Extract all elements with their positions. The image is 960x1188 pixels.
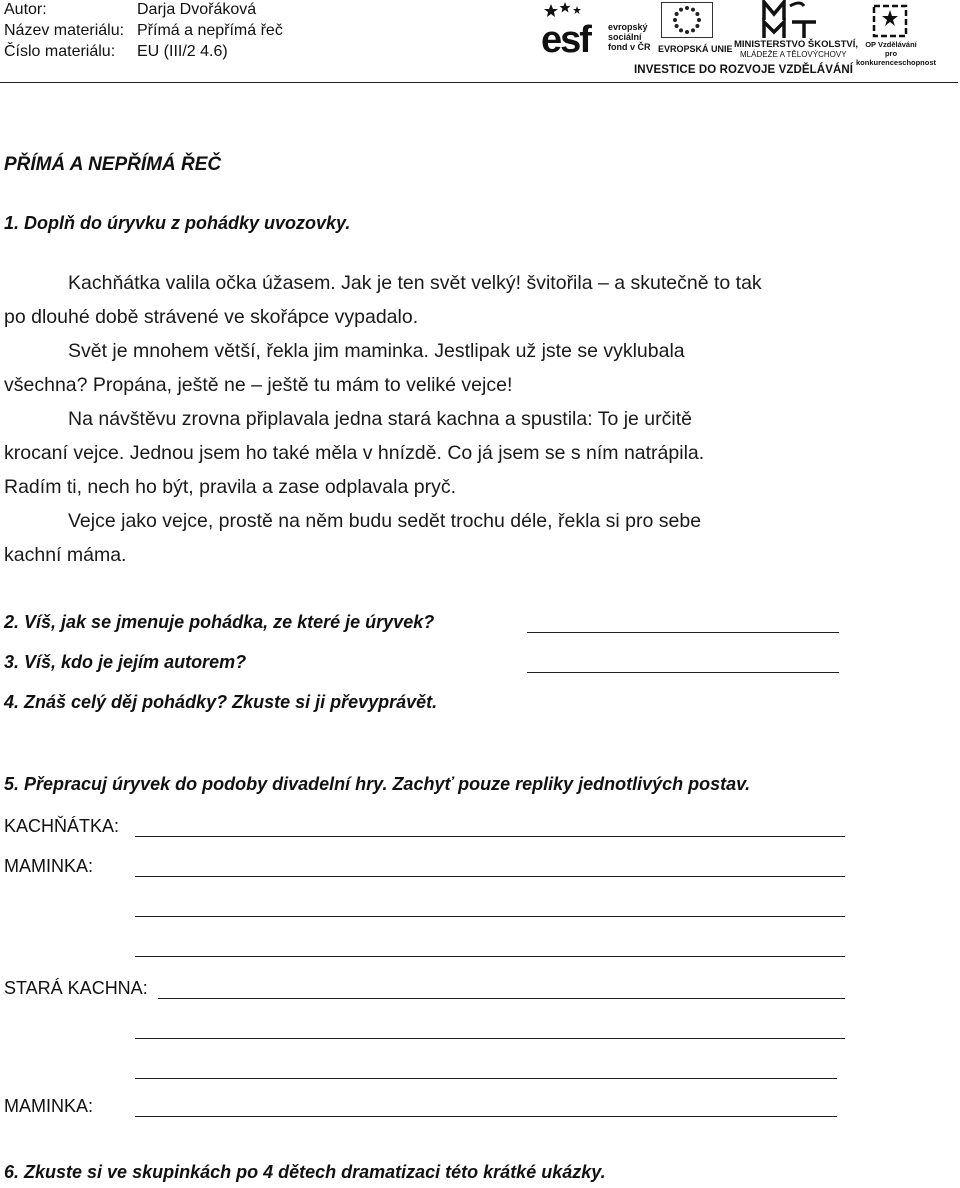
author-label: Autor: bbox=[4, 1, 47, 18]
answer-line-maminka-3[interactable] bbox=[135, 956, 845, 957]
material-number-label: Číslo materiálu: bbox=[4, 43, 116, 60]
eu-flag-icon bbox=[661, 2, 713, 38]
answer-line-maminka-final[interactable] bbox=[135, 1116, 837, 1117]
story-line-6: krocaní vejce. Jednou jsem ho také měla v hnízdě. Co já jsem se s ním natrápila. bbox=[4, 442, 705, 464]
answer-line-stara-kachna-1[interactable] bbox=[158, 998, 845, 999]
author-value: Darja Dvořáková bbox=[137, 1, 257, 18]
answer-line-stara-kachna-3[interactable] bbox=[135, 1078, 837, 1079]
story-line-2: po dlouhé době strávené ve skořápce vypadalo. bbox=[4, 306, 419, 328]
answer-line-stara-kachna-2[interactable] bbox=[135, 1038, 845, 1039]
task-2: 2. Víš, jak se jmenuje pohádka, ze které je úryvek? bbox=[4, 612, 435, 632]
op-logo bbox=[868, 2, 912, 40]
eu-caption: EVROPSKÁ UNIE bbox=[658, 44, 733, 54]
story-line-5: Na návštěvu zrovna připlavala jedna stará kachna a spustila: To je určitě bbox=[68, 408, 692, 430]
answer-line-task-3[interactable] bbox=[527, 672, 839, 673]
task-3: 3. Víš, kdo je jejím autorem? bbox=[4, 652, 247, 672]
task-4: 4. Znáš celý děj pohádky? Zkuste si ji převyprávět. bbox=[4, 692, 438, 712]
answer-line-task-2[interactable] bbox=[527, 632, 839, 633]
esf-caption: evropský sociální fond v ČR bbox=[608, 22, 651, 52]
material-name-value: Přímá a nepřímá řeč bbox=[137, 22, 283, 39]
story-line-7: Radím ti, nech ho být, pravila a zase odplavala pryč. bbox=[4, 476, 456, 498]
material-number-value: EU (III/2 4.6) bbox=[137, 43, 228, 60]
story-line-3: Svět je mnohem větší, řekla jim maminka. Jestlipak už jste se vyklubala bbox=[68, 340, 685, 362]
task-6: 6. Zkuste si ve skupinkách po 4 dětech dramatizaci této krátké ukázky. bbox=[4, 1162, 606, 1182]
material-name-label: Název materiálu: bbox=[4, 22, 125, 39]
role-kachnatka: KACHŇÁTKA: bbox=[4, 816, 120, 836]
task-1: 1. Doplň do úryvku z pohádky uvozovky. bbox=[4, 213, 351, 233]
story-line-1: Kachňátka valila očka úžasem. Jak je ten svět velký! švitořila – a skutečně to tak bbox=[68, 272, 762, 294]
role-maminka-2: MAMINKA: bbox=[4, 1096, 94, 1116]
msmt-caption: MINISTERSTVO ŠKOLSTVÍ, MLÁDEŽE A TĚLOVÝCHOVY bbox=[734, 39, 859, 59]
story-line-8: Vejce jako vejce, prostě na něm budu sedět trochu déle, řekla si pro sebe bbox=[68, 510, 702, 532]
answer-line-maminka-1[interactable] bbox=[135, 876, 845, 877]
page-title: PŘÍMÁ A NEPŘÍMÁ ŘEČ bbox=[4, 154, 222, 175]
story-line-4: všechna? Propána, ještě ne – ještě tu mám to veliké vejce! bbox=[4, 374, 513, 396]
answer-line-kachnatka[interactable] bbox=[135, 836, 845, 837]
task-5: 5. Přepracuj úryvek do podoby divadelní hry. Zachyť pouze repliky jednotlivých postav. bbox=[4, 774, 751, 794]
role-maminka-1: MAMINKA: bbox=[4, 856, 94, 876]
msmt-logo bbox=[760, 0, 820, 40]
answer-line-maminka-2[interactable] bbox=[135, 916, 845, 917]
investice-caption: INVESTICE DO ROZVOJE VZDĚLÁVÁNÍ bbox=[634, 64, 854, 76]
svg-text:esf: esf bbox=[541, 19, 590, 54]
header-divider bbox=[0, 82, 958, 83]
story-line-9: kachní máma. bbox=[4, 544, 127, 566]
role-stara-kachna: STARÁ KACHNA: bbox=[4, 978, 148, 998]
esf-logo bbox=[541, 0, 603, 54]
op-caption: OP Vzdělávání pro konkurenceschopnost bbox=[856, 40, 937, 67]
